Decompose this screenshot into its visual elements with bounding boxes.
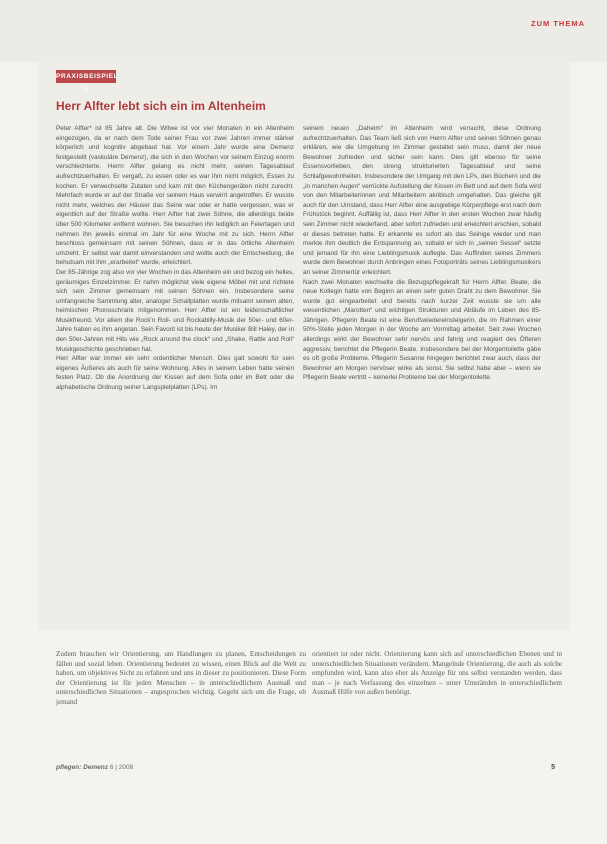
issue-number: 6 | 2008 [109,764,134,771]
journal-name: pflegen: Demenz [56,764,109,771]
left-column [56,124,294,624]
body-text-right: orientiert ist oder nicht. Orientierung kann sich auf unterschiedlichen Ebenen und in unterschiedlichen Situationen verändern. Mangelnde Orientierung, die auch als solche empfunden wird, kann also eher als Anzeige für uns selbst verstanden werden, dass man – je nach Verfassung des einzelnen – unter Umständen in unterschiedlichem Ausmaß Hilfe von außen benötigt. [312,650,562,697]
right-column [303,124,541,624]
body-text-left: Zudem brauchen wir Orientierung, um Handlungen zu planen, Entscheidungen zu fällen und sozial leben. Orientierung bedeutet zu wissen, einen Blick auf die Welt zu haben, um objektives Sicht zu erfahren und uns in dieser zu positionieren. Diese Form der Orientierung ist für jeden Menschen – in unterschiedlichem Ausmaß und unterschiedlichen Situationen – angesprochen wichtig. Gegeht sich um die Frage, ob jemand [56,650,306,706]
case-study-tag: PRAXISBEISPIEL 1 [56,70,116,83]
paragraph: Der 85-Jährige zog also vor vier Wochen in das Altenheim ein und bezog ein helles, geräumiges Einzelzimmer. Er nahm möglichst viele eigene Möbel mit und richtete sich sein Zimmer gemeinsam mit seinen Söhnen ein. Insbesondere seine umfangreiche Sammlung alter, analoger Schallplatten wurde mitsamt seinem alten, heimischen Phonoschrank mitgenommen. Herr Alfter ist ein leidenschaftlicher Musikfreund. Vor allem die Rock'n Roll- und Rockabilly-Musik der 50er- und 60er-Jahre haben es ihm angetan. Sein Favorit ist bis heute der Musiker Bill Haley, der in den 50er-Jahren mit Hits wie „Rock around the clock“ und „Shake, Rattle and Roll“ Musikgeschichte geschrieben hat. [56,268,294,353]
journal-footer [56,764,133,771]
paragraph: seinem neuen „Daheim“ im Altenheim wird versucht, diese Ordnung aufrechtzuerhalten. Das Team ließ sich von Herrn Alfter und seinen Söhnen genau erklären, wie die Umgebung im Zimmer gestaltet sein muss, damit der neue Bewohner zufrieden und sicher sein kann. Dies gilt ebenso für seine Essensvorlieben, den streng strukturierten Tagesablauf und seine Schlafgewohnheiten. Insbesondere der Umgang mit den LPs, den Büchern und die „in manchen Augen“ verrückte Aufstellung der Kissen im Bett und auf dem Sofa wird von den Mitarbeiterinnen und Mitarbeitern akribisch umgehalten. Das gleiche gilt auch für den Umstand, dass Herr Alfter eine ausgiebige Körperpflege erst nach dem Frühstück beginnt. Auffällig ist, dass Herr Alfter in den ersten Wochen zwar häufig sein Zimmer nicht wiederfand, aber sofort zufrieden und erleichtert erschien, sobald er dieses betreten hatte. Er erkannte es sofort als das Seinige wieder und man merkte ihm deutlich die Entspannung an, sobald er sich in „seinen Sessel“ setzte und jemand für ihn eine Lieblingsmusik auflegte. Das Auffinden seines Zimmers wurde dem Bewohner durch Anbringen eines Fotoporträts seines Lieblingsmusikers an seiner Zimmertür erleichtert. [303,125,541,276]
paragraph: Herr Alfter war immer ein sehr ordentlicher Mensch. Dies galt sowohl für sein eigenes Äußeres als auch für seine Wohnung. Alles in seinem Leben hatte seinen festen Platz. Ob die Anordnung der Kissen auf dem Sofa oder im Bett oder die alphabetische Ordnung seiner Langspielplatten (LPs). Im [56,355,294,392]
article-title: Herr Alfter lebt sich ein im Altenheim [56,99,266,113]
paragraph: Nach zwei Monaten wechselte die Bezugspflegekraft für Herrn Alfter. Beate, die neue Kollegin hatte von Beginn an einen sehr guten Draht zu dem Bewohner. Sie wurde gut eingearbeitet und bereits nach kurzer Zeit wusste sie um alle wesentlichen „Marotten“ und wichtigen Strukturen und Abläufe im Leben des 85-Jährigen. Pflegerin Beate ist eine Berufswiedereinsteigerin, die im Rahmen einer 50%-Stelle jeden Morgen in der Woche am Vormittag arbeitet. Seit zwei Wochen allerdings wirkt der Bewohner sehr nervös und fahrig und reagiert des Öfteren aggressiv, berichtet die Pflegerin Beate. Insbesondere bei der Morgentoilette gäbe es oft große Probleme. Pflegerin Susanne hingegen berichtet zwar auch, dass der Bewohner am Morgen nervöser wirke als sonst. Sie selbst habe aber – wenn sie Pflegerin Beate vertritt – keinerlei Probleme bei der Morgentoilette. [303,278,541,382]
header-band [0,0,607,62]
page-number: 5 [551,764,555,771]
section-label: ZUM THEMA [531,19,585,28]
paragraph: Peter Alfter* ist 85 Jahre alt. Die Witwe ist vor vier Monaten in ein Altenheim eingezogen, da er nach dem Tode seiner Frau vor zwei Jahren immer stärker körperlich und kognitiv abgebaut hat. Vor einem Jahr wurde eine Demenz festgestellt (vaskuläre Demenz), die sich in den Wochen vor seinem Einzug enorm verschlechterte. Herrn Alfter gelang es nicht mehr, seinen Tagesablauf aufrechtzuerhalten. Er vergaß, zu essen oder es war ihm nicht möglich, Essen zu kochen. Er verwechselte Zutaten und kam mit den Küchengeräten nicht zurecht. Mehrfach wurde er auf der Straße vor seinem Haus verwirrt angetroffen. Er wusste nicht mehr, welches der Häuser das Seine war oder er hatte vergessen, was er eigentlich auf der Straße wollte. Herr Alfter hat zwei Söhne, die allerdings beide über 500 Kilometer entfernt wohnen. Sie besuchen ihn lediglich an Feiertagen und nehmen ihn jeweils einmal im Jahr für eine Woche mit zu sich. Herrn Alfter beschloss gemeinsam mit seinen Söhnen, dass er in das örtliche Altenheim umzieht. Er selbst war damit einverstanden und wollte auch der Entscheidung, die behutsam mit ihm „erarbeitet“ wurde, erleichtert. [56,125,294,267]
